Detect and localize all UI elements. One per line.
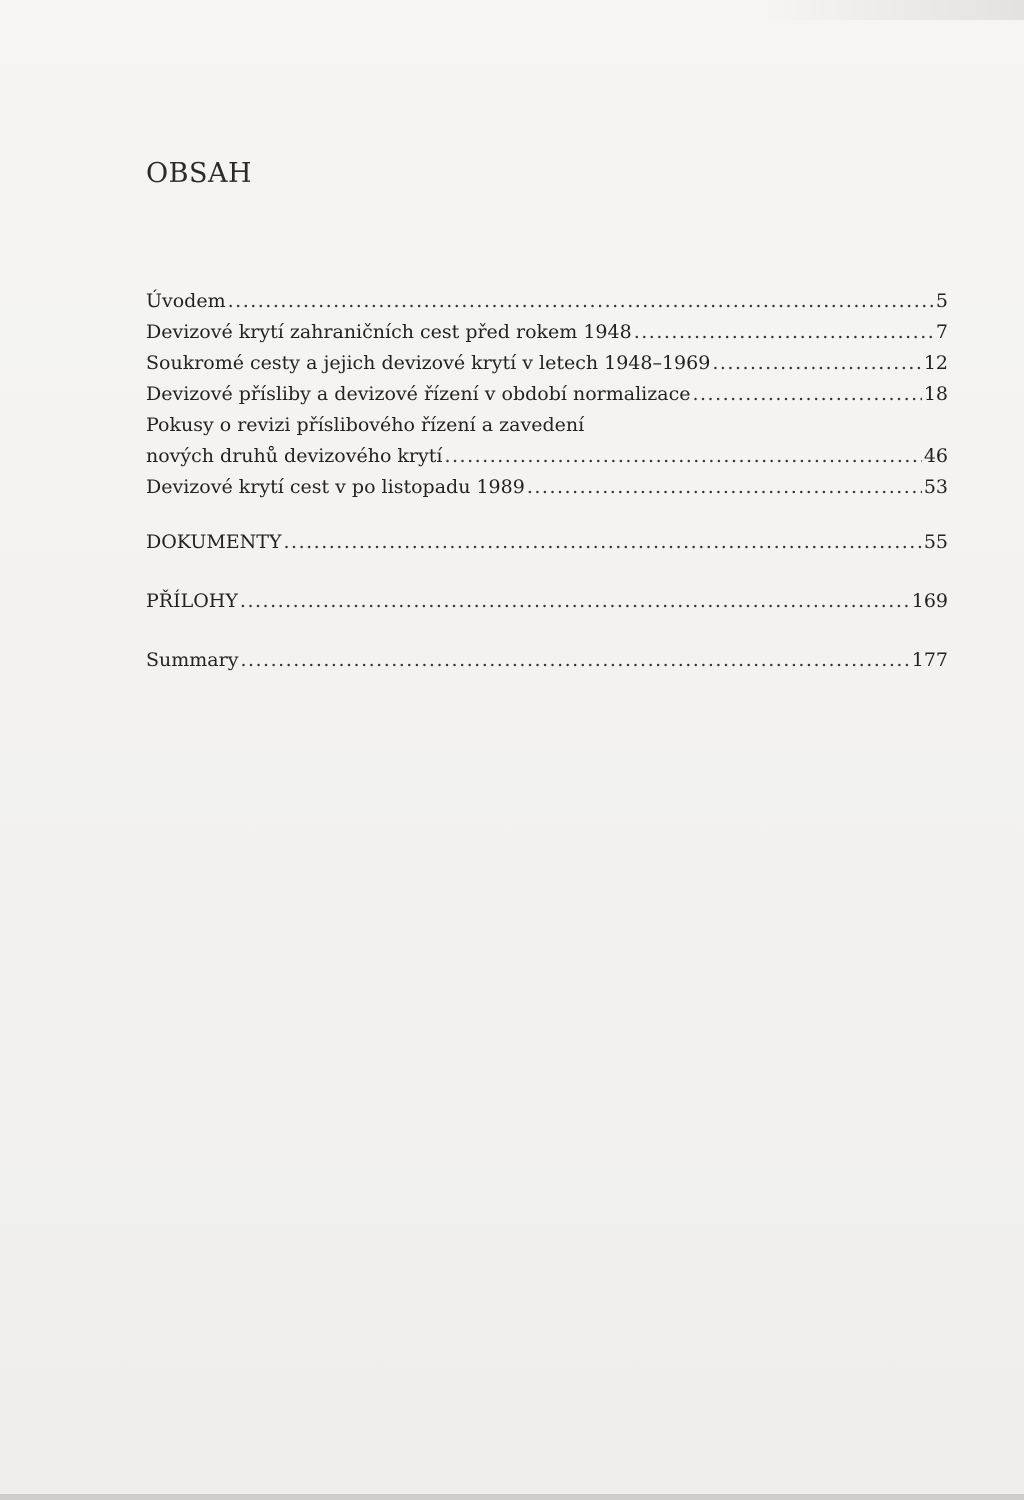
- spacer: [146, 558, 948, 586]
- toc-leader-dots: [284, 527, 922, 558]
- toc-page-number: 169: [911, 590, 948, 612]
- toc-entry-normalizace: [146, 379, 948, 410]
- toc-section-summary: [146, 645, 948, 676]
- toc-leader-dots: [692, 379, 921, 410]
- toc-leader-dots: [240, 645, 909, 676]
- toc-page-number: 53: [923, 476, 948, 498]
- spacer: [146, 503, 948, 527]
- toc-entry-text: Úvodem: [146, 290, 226, 312]
- toc-page-number: 55: [923, 531, 948, 553]
- toc-entry-text: Devizové krytí cest v po listopadu 1989: [146, 476, 525, 498]
- toc-entry-pred-1948: [146, 317, 948, 348]
- toc-page-number: 46: [923, 445, 948, 467]
- toc-leader-dots: [444, 441, 921, 472]
- toc-page-number: 18: [923, 383, 948, 405]
- toc-section-text: Summary: [146, 649, 239, 671]
- page-shadow: [760, 0, 1024, 20]
- toc-page-number: 177: [911, 649, 948, 671]
- toc-page-number: 7: [935, 321, 948, 343]
- toc-leader-dots: [240, 586, 910, 617]
- spacer: [146, 617, 948, 645]
- page-title: OBSAH: [146, 158, 253, 189]
- toc-entry-text: Pokusy o revizi příslibového řízení a zavedení: [146, 414, 585, 436]
- toc-section-dokumenty: [146, 527, 948, 558]
- toc-section-text: PŘÍLOHY: [146, 590, 238, 612]
- toc-page-number: 5: [935, 290, 948, 312]
- toc-leader-dots: [228, 286, 934, 317]
- toc-leader-dots: [634, 317, 934, 348]
- toc-entry-1948-1969: [146, 348, 948, 379]
- toc-section-prilohy: [146, 586, 948, 617]
- toc-entry-text: nových druhů devizového krytí: [146, 445, 443, 467]
- toc-leader-dots: [712, 348, 921, 379]
- toc-page-number: 12: [923, 352, 948, 374]
- toc-entry-text: Soukromé cesty a jejich devizové krytí v letech 1948–1969: [146, 352, 711, 374]
- table-of-contents: [146, 286, 948, 676]
- toc-entry-pokusy-line1: [146, 410, 948, 441]
- toc-entry-uvodem: [146, 286, 948, 317]
- toc-leader-dots: [527, 472, 922, 503]
- page-edge: [0, 1494, 1024, 1500]
- toc-entry-text: Devizové přísliby a devizové řízení v období normalizace: [146, 383, 691, 405]
- toc-section-text: DOKUMENTY: [146, 531, 282, 553]
- toc-entry-po-1989: [146, 472, 948, 503]
- toc-entry-pokusy-line2: [146, 441, 948, 472]
- toc-entry-text: Devizové krytí zahraničních cest před rokem 1948: [146, 321, 632, 343]
